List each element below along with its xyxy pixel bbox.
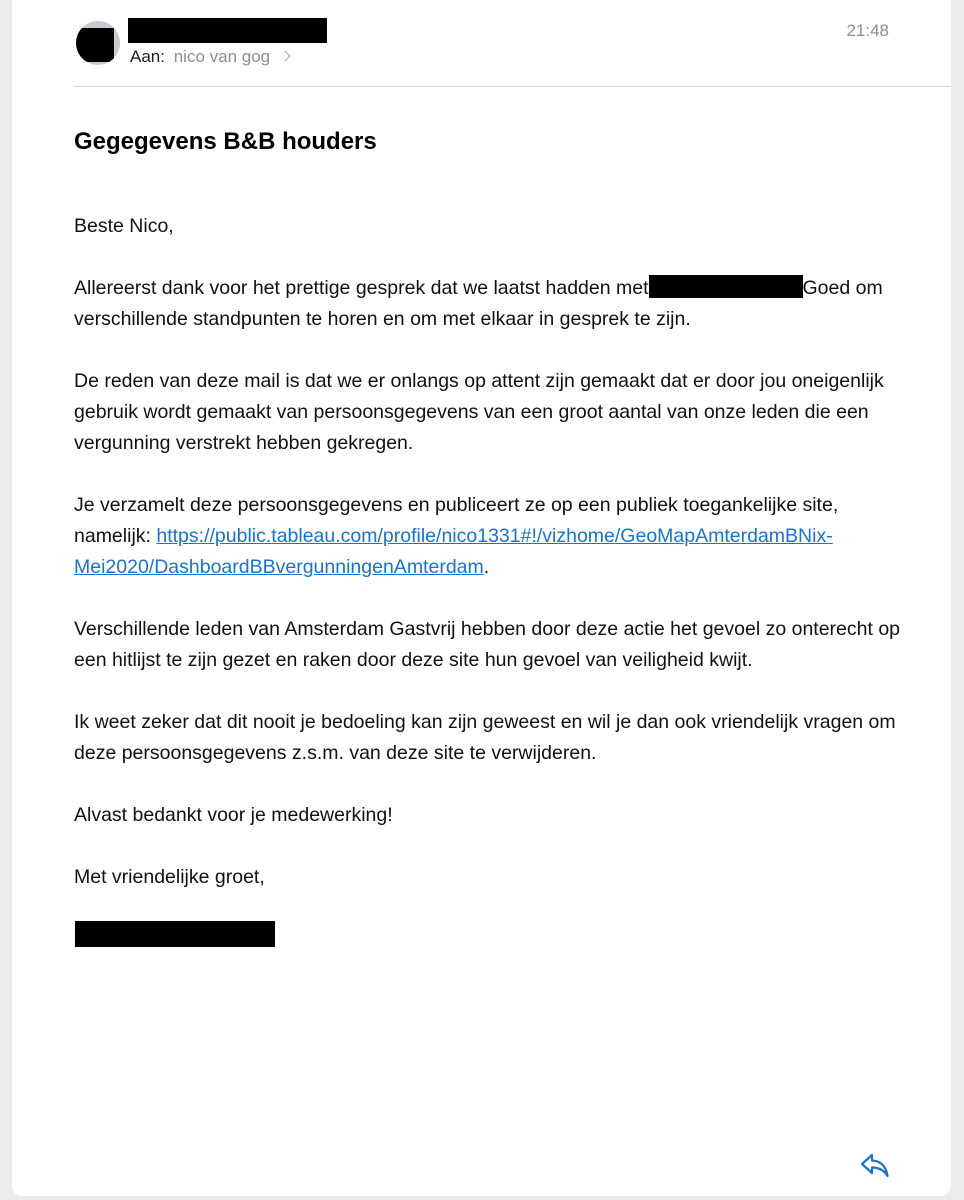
paragraph-1-text-b: Goed om verschillende standpunten te horen en om met elkaar in gesprek te zijn. xyxy=(74,277,883,330)
chevron-right-icon[interactable] xyxy=(279,50,290,61)
redaction-box xyxy=(76,28,114,62)
inline-redaction xyxy=(649,275,803,298)
sender-name-redaction xyxy=(128,18,327,43)
paragraph-1-text-a: Allereerst dank voor het prettige gesprek dat we laatst hadden met xyxy=(74,277,649,299)
email-view xyxy=(12,0,951,1196)
header-divider xyxy=(74,86,951,87)
paragraph-6: Alvast bedankt voor je medewerking! xyxy=(74,804,393,826)
reply-arrow-icon[interactable] xyxy=(858,1148,892,1182)
paragraph-3-text-b: . xyxy=(483,556,490,578)
sender-avatar[interactable] xyxy=(76,21,120,65)
recipient-name[interactable]: nico van gog xyxy=(173,47,271,66)
paragraph-3-text-a: Je verzamelt deze persoonsgegevens en publiceert ze op een publiek toegankelijke site, namelijk: xyxy=(74,494,839,547)
tableau-link[interactable]: https://public.tableau.com/profile/nico1331#!/vizhome/GeoMapAmterdamBNix-Mei2020/DashboardBBvergunningenAmterdam xyxy=(74,525,833,578)
to-label: Aan: xyxy=(130,47,165,66)
paragraph-5: Ik weet zeker dat dit nooit je bedoeling kan zijn geweest en wil je dan ook vriendelijk vragen om deze persoonsgegevens z.s.m. van deze site te verwijderen. xyxy=(74,711,896,764)
email-body xyxy=(74,211,904,893)
recipient-line[interactable] xyxy=(130,46,289,68)
reply-button[interactable] xyxy=(858,1148,892,1182)
email-subject: Gegegevens B&B houders xyxy=(74,128,377,155)
paragraph-1 xyxy=(74,273,904,335)
greeting: Beste Nico, xyxy=(74,215,174,237)
signature-redaction xyxy=(75,921,275,947)
paragraph-3 xyxy=(74,490,904,583)
closing-line: Met vriendelijke groet, xyxy=(74,866,265,888)
paragraph-2: De reden van deze mail is dat we er onlangs op attent zijn gemaakt dat er door jou oneigenlijk gebruik wordt gemaakt van persoonsgegevens van een groot aantal van onze leden die een vergunning verstrekt hebben gekregen. xyxy=(74,370,884,454)
timestamp: 21:48 xyxy=(846,21,889,40)
paragraph-4: Verschillende leden van Amsterdam Gastvrij hebben door deze actie het gevoel zo onterecht op een hitlijst te zijn gezet en raken door deze site hun gevoel van veiligheid kwijt. xyxy=(74,618,901,671)
